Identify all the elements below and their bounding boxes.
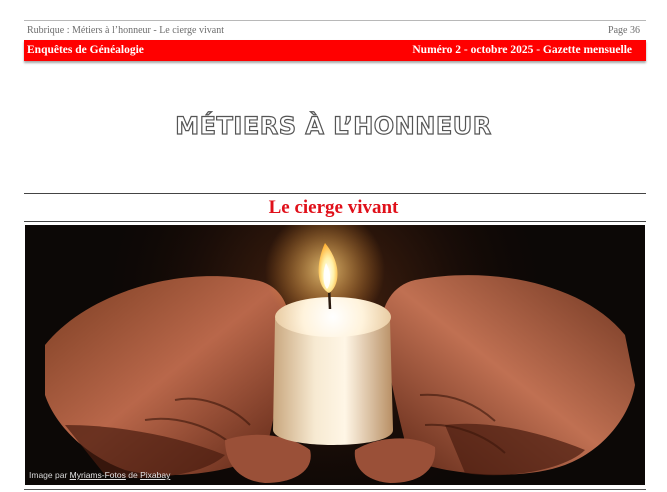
header-rule xyxy=(24,20,646,21)
page-number: Page 36 xyxy=(608,25,640,36)
issue-info: Numéro 2 - octobre 2025 - Gazette mensuelle xyxy=(412,44,632,56)
footer-rule xyxy=(24,489,646,490)
publication-banner xyxy=(24,40,646,61)
title-rule-top xyxy=(24,193,646,194)
section-title: MÉTIERS À L’HONNEUR xyxy=(175,112,492,140)
photo-credit xyxy=(29,470,170,480)
credit-author-link[interactable]: Myriams-Fotos xyxy=(69,470,126,480)
credit-middle: de xyxy=(128,470,138,480)
article-title: Le cierge vivant xyxy=(268,197,399,218)
candle-photo xyxy=(25,225,645,485)
credit-prefix: Image par xyxy=(29,470,68,480)
credit-source-link[interactable]: Pixabay xyxy=(140,470,171,480)
publication-name: Enquêtes de Généalogie xyxy=(27,44,144,56)
title-rule-bottom xyxy=(24,221,646,222)
running-title: Rubrique : Métiers à l’honneur - Le cierge vivant xyxy=(27,25,224,36)
